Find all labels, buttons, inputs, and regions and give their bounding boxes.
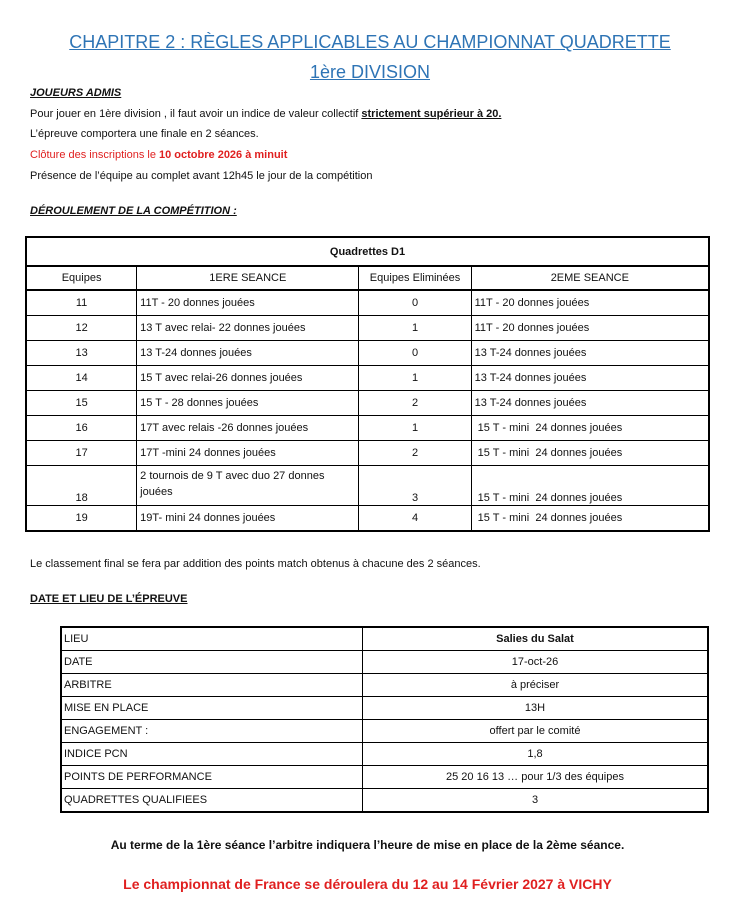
info-value: 17-oct-26 — [363, 651, 709, 674]
joueurs-line-3-text: Clôture des inscriptions le — [30, 149, 160, 161]
info-row — [61, 697, 708, 720]
info-value: Salies du Salat — [363, 627, 709, 651]
footer-note: Au terme de la 1ère séance l’arbitre indiquera l’heure de mise en place de la 2ème séance. — [110, 838, 625, 852]
info-value: offert par le comité — [363, 720, 709, 743]
cell-equipes: 13 — [26, 341, 137, 366]
cell-eliminees: 3 — [359, 466, 471, 506]
cell-seance-2: 11T - 20 donnes jouées — [471, 290, 709, 316]
joueurs-line-1-text: Pour jouer en 1ère division , il faut avoir un indice de valeur collectif — [30, 108, 362, 120]
joueurs-line-4: Présence de l’équipe au complet avant 12h45 le jour de la compétition — [30, 170, 373, 182]
cell-seance-1: 19T- mini 24 donnes jouées — [137, 506, 359, 532]
joueurs-line-2: L’épreuve comportera une finale en 2 séances. — [30, 128, 259, 140]
cell-equipes: 12 — [26, 316, 137, 341]
cell-seance-2: 15 T - mini 24 donnes jouées — [471, 416, 709, 441]
table-row — [26, 441, 709, 466]
cell-seance-1: 13 T-24 donnes jouées — [137, 341, 359, 366]
cell-seance-1: 13 T avec relai- 22 donnes jouées — [137, 316, 359, 341]
info-value: 3 — [363, 789, 709, 813]
cell-equipes: 19 — [26, 506, 137, 532]
info-row — [61, 789, 708, 813]
info-row — [61, 627, 708, 651]
cell-seance-1: 17T -mini 24 donnes jouées — [137, 441, 359, 466]
cell-eliminees: 2 — [359, 441, 471, 466]
info-label: ARBITRE — [61, 674, 363, 697]
cell-eliminees: 1 — [359, 416, 471, 441]
page-title: CHAPITRE 2 : RÈGLES APPLICABLES AU CHAMPIONNAT QUADRETTE — [69, 32, 671, 52]
info-label: INDICE PCN — [61, 743, 363, 766]
table-row — [26, 316, 709, 341]
joueurs-heading: JOUEURS ADMIS — [30, 87, 122, 99]
cell-eliminees: 0 — [359, 290, 471, 316]
cell-seance-2: 15 T - mini 24 donnes jouées — [471, 466, 709, 506]
header-equipes: Equipes — [26, 266, 137, 290]
cell-equipes: 16 — [26, 416, 137, 441]
cell-seance-1: 2 tournois de 9 T avec duo 27 donnes jouées — [137, 466, 359, 506]
info-row — [61, 720, 708, 743]
date-lieu-heading: DATE ET LIEU DE L’ÉPREUVE — [30, 593, 188, 605]
cell-seance-2: 15 T - mini 24 donnes jouées — [471, 506, 709, 532]
info-label: LIEU — [61, 627, 363, 651]
info-label: QUADRETTES QUALIFIEES — [61, 789, 363, 813]
info-row — [61, 651, 708, 674]
table-row — [26, 341, 709, 366]
table-row — [26, 366, 709, 391]
footer-announcement: Le championnat de France se déroulera du 12 au 14 Février 2027 à VICHY — [123, 876, 612, 892]
cell-seance-2: 11T - 20 donnes jouées — [471, 316, 709, 341]
table-row — [26, 290, 709, 316]
page-subtitle: 1ère DIVISION — [309, 62, 431, 82]
cell-equipes: 17 — [26, 441, 137, 466]
table-header-row — [26, 266, 709, 290]
header-seance-2: 2EME SEANCE — [471, 266, 709, 290]
table-row — [26, 506, 709, 532]
cell-seance-2: 15 T - mini 24 donnes jouées — [471, 441, 709, 466]
info-value: 1,8 — [363, 743, 709, 766]
joueurs-line-3 — [30, 149, 287, 161]
cell-equipes: 18 — [26, 466, 137, 506]
classement-note: Le classement final se fera par addition des points match obtenus à chacune des 2 séances. — [30, 558, 481, 570]
cell-eliminees: 0 — [359, 341, 471, 366]
info-label: DATE — [61, 651, 363, 674]
cell-eliminees: 1 — [359, 316, 471, 341]
competition-table — [25, 236, 710, 532]
header-eliminees: Equipes Eliminées — [359, 266, 471, 290]
table-row — [26, 466, 709, 506]
info-value: 13H — [363, 697, 709, 720]
info-row — [61, 766, 708, 789]
cell-seance-2: 13 T-24 donnes jouées — [471, 366, 709, 391]
cell-seance-2: 13 T-24 donnes jouées — [471, 391, 709, 416]
joueurs-line-1 — [30, 108, 501, 120]
closing-date: 10 octobre 2026 à minuit — [159, 149, 288, 161]
table-row — [26, 391, 709, 416]
header-seance-1: 1ERE SEANCE — [137, 266, 359, 290]
info-label: POINTS DE PERFORMANCE — [61, 766, 363, 789]
joueurs-line-1-strong: strictement supérieur à 20. — [361, 108, 502, 120]
cell-seance-1: 15 T avec relai-26 donnes jouées — [137, 366, 359, 391]
info-value: 25 20 16 13 … pour 1/3 des équipes — [363, 766, 709, 789]
info-label: MISE EN PLACE — [61, 697, 363, 720]
cell-eliminees: 2 — [359, 391, 471, 416]
cell-eliminees: 1 — [359, 366, 471, 391]
cell-seance-2: 13 T-24 donnes jouées — [471, 341, 709, 366]
cell-equipes: 14 — [26, 366, 137, 391]
cell-equipes: 15 — [26, 391, 137, 416]
table-caption: Quadrettes D1 — [26, 237, 709, 266]
cell-seance-1: 15 T - 28 donnes jouées — [137, 391, 359, 416]
info-label: ENGAGEMENT : — [61, 720, 363, 743]
cell-equipes: 11 — [26, 290, 137, 316]
cell-seance-1: 11T - 20 donnes jouées — [137, 290, 359, 316]
info-row — [61, 674, 708, 697]
date-lieu-table — [60, 626, 709, 813]
table-row — [26, 416, 709, 441]
cell-eliminees: 4 — [359, 506, 471, 532]
cell-seance-1: 17T avec relais -26 donnes jouées — [137, 416, 359, 441]
deroulement-heading: DÉROULEMENT DE LA COMPÉTITION : — [30, 205, 237, 217]
info-value: à préciser — [363, 674, 709, 697]
info-row — [61, 743, 708, 766]
